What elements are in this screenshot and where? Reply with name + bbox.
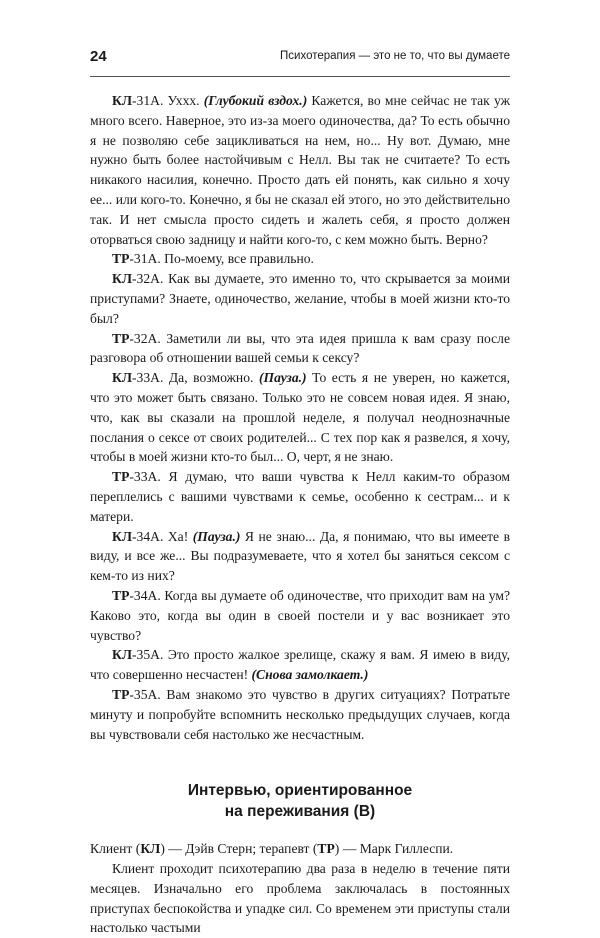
line-number: -33А. Да, возможно. [132, 370, 259, 386]
stage-direction: (Снова замолкает.) [251, 667, 369, 683]
dialogue-line-tr-31a [90, 249, 510, 269]
line-text: По-моему, все правильно. [164, 251, 314, 267]
line-number: -31А. Уххх. [132, 93, 204, 108]
client-abbr: КЛ [140, 841, 161, 857]
page-header [90, 48, 510, 70]
therapist-abbr: ТР [317, 841, 335, 857]
stage-direction: (Глубокий вздох.) [203, 93, 308, 108]
speaker-label: КЛ [112, 271, 132, 287]
dialogue-line-cl-31a [90, 91, 510, 249]
line-text: То есть я не уверен, но кажется, что это может быть связано. Только это не совсем новая идея. Я знаю, что, как вы сказали на прошлой неделе, я получал неоднозначные послания о сексе от своих родителей... С тех пор как я развелся, я хочу, чтобы в моей жизни кто-то был... О, черт, я не знаю. [90, 370, 510, 465]
body-paragraph: Клиент проходит психотерапию два раза в неделю в течение пяти месяцев. Изначально его проблема заключалась в постоянных приступах беспокойства и упадке сил. Со временем эти приступы стали настолько частыми [90, 861, 510, 936]
line-number: -31А. [129, 251, 165, 267]
stage-direction: (Пауза.) [258, 370, 307, 386]
dialogue-line-cl-32a [90, 269, 510, 328]
section-heading-line2: на переживания (В) [224, 803, 376, 821]
dialogue-line-tr-35a [90, 685, 510, 744]
stage-direction: (Пауза.) [192, 528, 241, 544]
dialogue-line-cl-35a [90, 645, 510, 685]
line-text: Как вы думаете, это именно то, что скрывается за моими приступами? Знаете, одиночество, желание, чтобы в моей жизни кто-то был? [90, 271, 510, 326]
speaker-label: ТР [112, 469, 130, 485]
speaker-label: ТР [112, 330, 130, 346]
line-text: Кажется, во мне сейчас не так уж много всего. Наверное, это из-за моего одиночества, да? То есть обычно я не позволяю себе зацикливаться на нем, но... Ну вот. Думаю, мне нужно быть более настойчивым с Нелл. Вы так не считаете? То есть никакого насилия, конечно. Просто дать ей понять, как сильно я хочу ее... или кого-то. Конечно, я бы не сказал ей этого, но это действительно так. И нет смысла просто сидеть и жалеть себя, я просто должен оторваться свою задницу и найти кого-то, с кем можно быть. Верно? [90, 93, 510, 247]
dialogue-line-tr-33a [90, 467, 510, 526]
line-number: -33А. [129, 469, 169, 485]
line-text: Это просто жалкое зрелище, скажу я вам. Я имею в виду, что совершенно несчастен! [90, 647, 510, 683]
dialogue-line-cl-33a [90, 368, 510, 467]
speaker-label: КЛ [112, 528, 132, 544]
line-text: Я думаю, что ваши чувства к Нелл каким-то образом переплелись с вашими чувствами к семье, особенно к сестрам... и к матери. [90, 469, 510, 524]
line-text: Когда вы думаете об одиночестве, что приходит вам на ум? Каково это, когда вы один в своей постели и у вас возникает это чувство? [90, 587, 510, 643]
speaker-label: КЛ [112, 647, 132, 663]
header-rule [90, 76, 510, 77]
line-number: -35А. [129, 686, 167, 702]
line-number: -34А. [129, 587, 165, 603]
line-number: -32А. [129, 330, 167, 346]
dialogue-line-tr-32a [90, 329, 510, 369]
line-number: -35А. [132, 647, 168, 663]
line-number: -34А. Ха! [132, 528, 193, 544]
line-text: Заметили ли вы, что эта идея пришла к вам сразу после разговора об отношении вашей семьи к сексу? [90, 330, 510, 366]
section-heading [90, 780, 510, 822]
line-number: -32А. [132, 271, 169, 287]
speaker-label: ТР [112, 686, 130, 702]
dialogue-line-tr-34a [90, 586, 510, 645]
line-text: Вам знакомо это чувство в других ситуациях? Потратьте минуту и попробуйте вспомнить несколько предыдущих случаев, когда вы чувствовали себя настолько же несчастным. [90, 686, 510, 742]
speaker-label: ТР [112, 587, 130, 603]
page-content [90, 91, 510, 938]
participants-credits: Клиент (КЛ) — Дэйв Стерн; терапевт (ТР) — Марк Гиллеспи. [90, 841, 454, 857]
speaker-label: ТР [112, 251, 130, 267]
speaker-label: КЛ [112, 93, 132, 108]
line-text: Я не знаю... Да, я понимаю, что вы имеете в виду, и все же... Вы подразумеваете, что я хотел бы заняться сексом с кем-то из них? [90, 528, 510, 584]
page-number: 24 [90, 48, 107, 65]
running-title: Психотерапия — это не то, что вы думаете [280, 50, 510, 62]
section-heading-line1: Интервью, ориентированное [187, 782, 413, 800]
dialogue-line-cl-34a [90, 527, 510, 586]
speaker-label: КЛ [112, 370, 132, 386]
